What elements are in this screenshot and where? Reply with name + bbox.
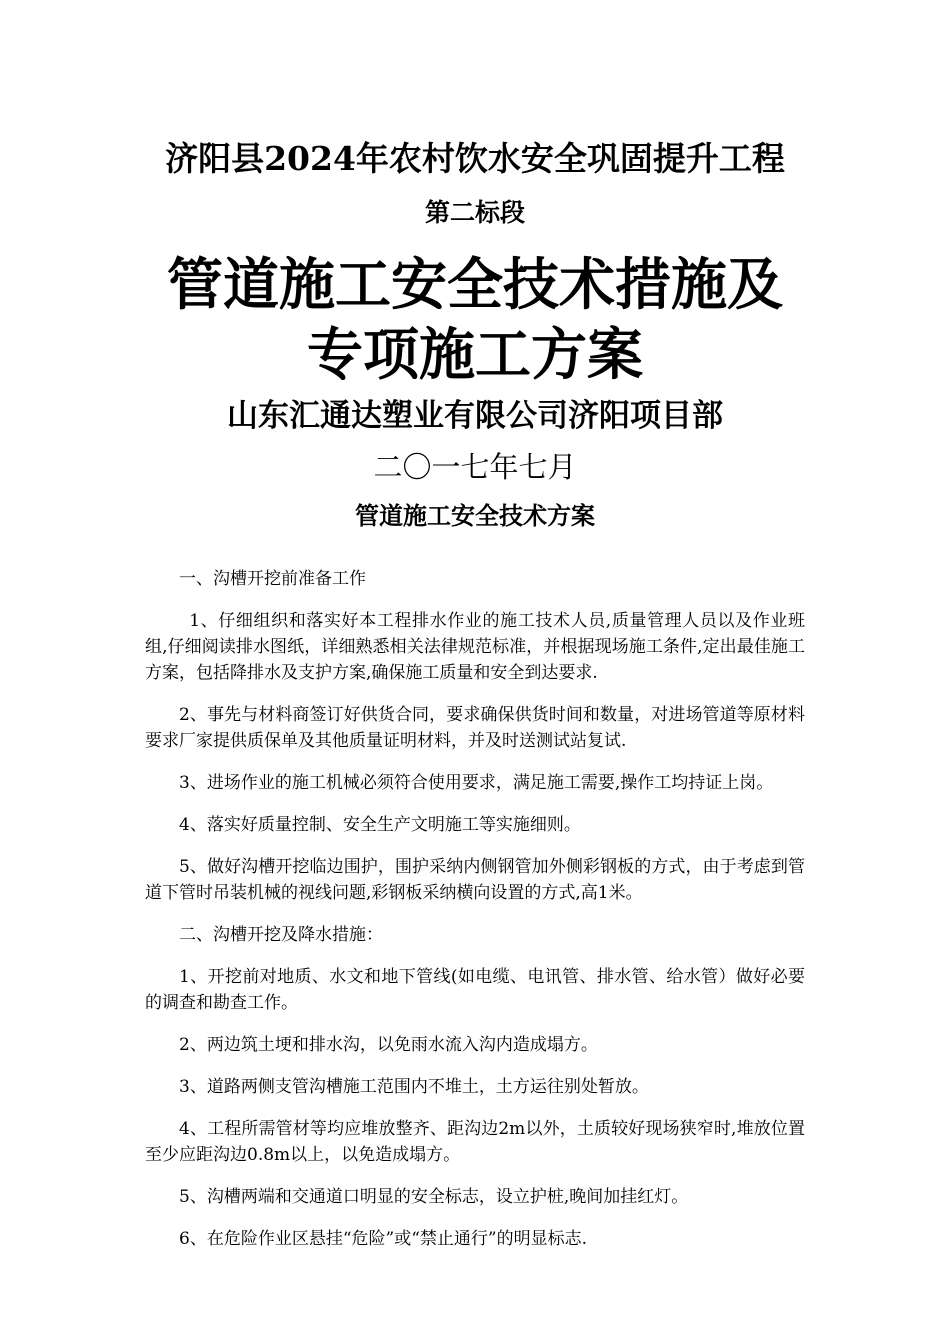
document-date: 二〇一七年七月: [373, 450, 577, 484]
part1-item-4: 4、落实好质量控制、安全生产文明施工等实施细则。: [179, 815, 581, 835]
part1-item-3: 3、进场作业的施工机械必须符合使用要求，满足施工需要,操作工均持证上岗。: [179, 773, 774, 793]
part1-item-1: 1、仔细组织和落实好本工程排水作业的施工技术人员,质量管理人员以及作业班组,仔细阅读排水图纸，详细熟悉相关法律规范标准，并根据现场施工条件,定出最佳施工方案，包括降排水及支护方案,确保施工质量和安全到达要求.: [145, 611, 805, 683]
main-title-line1: 管道施工安全技术措施及: [167, 252, 783, 318]
part2-item-3: 3、道路两侧支管沟槽施工范围内不堆土，土方运往别处暂放。: [179, 1077, 649, 1097]
section-title: 第二标段: [424, 198, 525, 227]
part2-item-5: 5、沟槽两端和交通道口明显的安全标志，设立护桩,晚间加挂红灯。: [179, 1187, 689, 1207]
part2-item-1: 1、开挖前对地质、水文和地下管线(如电缆、电讯管、排水管、给水管）做好必要的调查和勘查工作。: [145, 967, 805, 1013]
main-title-line2: 专项施工方案: [307, 322, 643, 388]
project-title: 济阳县2024年农村饮水安全巩固提升工程: [165, 139, 785, 178]
body-text: [145, 566, 805, 1268]
part1-item-2: 2、事先与材料商签订好供货合同，要求确保供货时间和数量，对进场管道等原材料要求厂家提供质保单及其他质量证明材料，并及时送测试站复试.: [145, 705, 805, 751]
part1-heading: 一、沟槽开挖前准备工作: [179, 569, 366, 589]
part2-item-4: 4、工程所需管材等均应堆放整齐、距沟边2m以外，土质较好现场狭窄时,堆放位置至少应距沟边0.8m以上，以免造成塌方。: [145, 1119, 805, 1165]
company-name: 山东汇通达塑业有限公司济阳项目部: [227, 398, 723, 434]
part2-item-2: 2、两边筑土埂和排水沟，以免雨水流入沟内造成塌方。: [179, 1035, 598, 1055]
part2-item-6: 6、在危险作业区悬挂“危险”或“禁止通行”的明显标志.: [179, 1229, 587, 1249]
part1-item-5: 5、做好沟槽开挖临边围护，围护采纳内侧钢管加外侧彩钢板的方式，由于考虑到管道下管时吊装机械的视线问题,彩钢板采纳横向设置的方式,高1米。: [145, 857, 805, 903]
part2-heading: 二、沟槽开挖及降水措施：: [179, 925, 383, 945]
scheme-title: 管道施工安全技术方案: [355, 501, 595, 530]
